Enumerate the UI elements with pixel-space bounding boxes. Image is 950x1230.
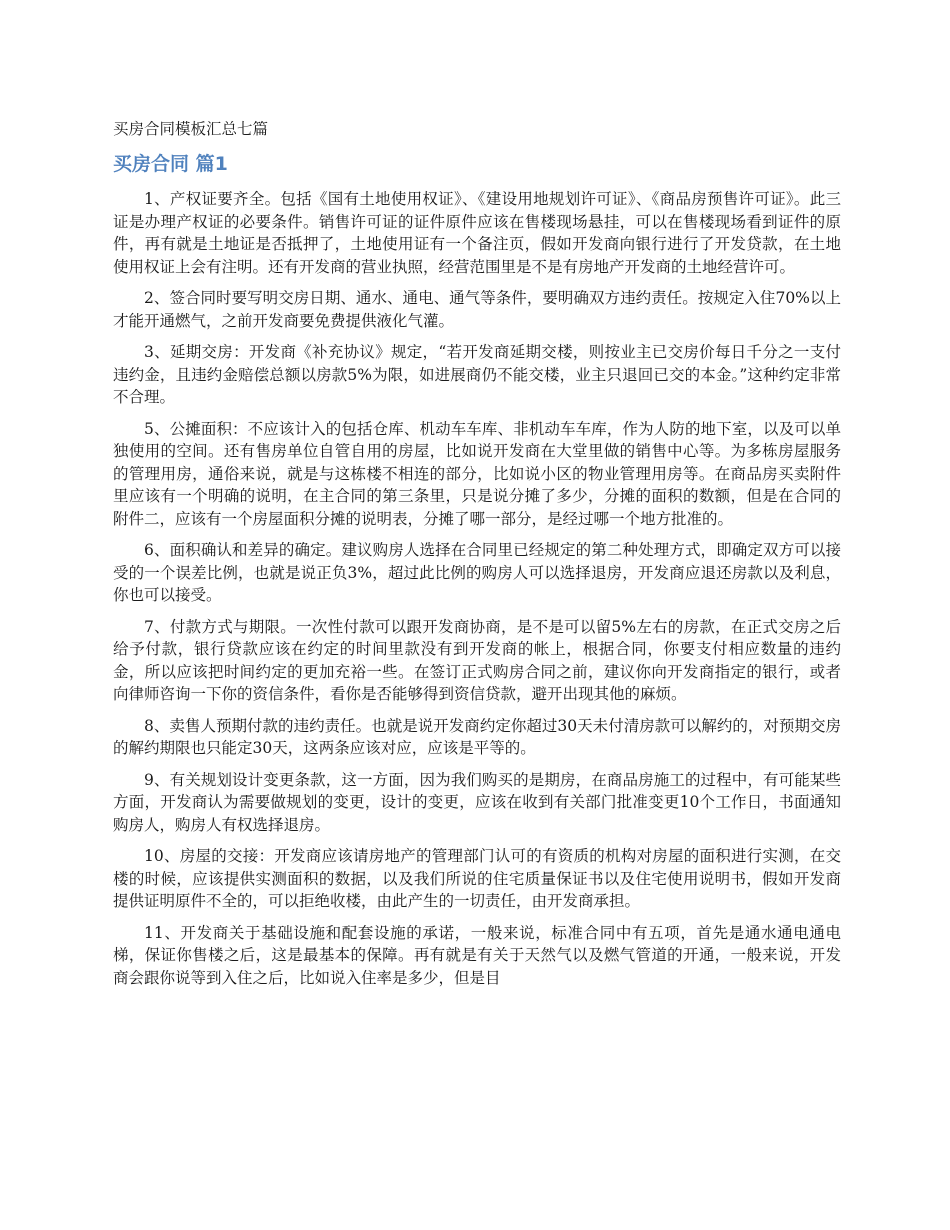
- paragraph-6: 6、面积确认和差异的确定。建议购房人选择在合同里已经规定的第二种处理方式，即确定双方可以接受的一个误差比例，也就是说正负3%，超过此比例的购房人可以选择退房，开发商应退还房款以及利息，你也可以接受。: [113, 541, 841, 604]
- paragraph-5: 5、公摊面积：不应该计入的包括仓库、机动车车库、非机动车车库，作为人防的地下室，以及可以单独使用的空间。还有售房单位自管自用的房屋，比如说开发商在大堂里做的销售中心等。为多栋房屋服务的管理用房，通俗来说，就是与这栋楼不相连的部分，比如说小区的物业管理用房等。在商品房买卖附件里应该有一个明确的说明，在主合同的第三条里，只是说分摊了多少，分摊的面积的数额，但是在合同的附件二，应该有一个房屋面积分摊的说明表，分摊了哪一部分，是经过哪一个地方批准的。: [113, 419, 841, 528]
- section-heading: 买房合同 篇1: [113, 153, 228, 175]
- paragraph-8: 8、卖售人预期付款的违约责任。也就是说开发商约定你超过30天未付清房款可以解约的，对预期交房的解约期限也只能定30天，这两条应该对应，应该是平等的。: [113, 716, 841, 757]
- paragraph-2: 2、签合同时要写明交房日期、通水、通电、通气等条件，要明确双方违约责任。按规定入住70%以上才能开通燃气，之前开发商要免费提供液化气灌。: [113, 289, 841, 330]
- document-body: [113, 188, 841, 989]
- paragraph-1: 1、产权证要齐全。包括《国有土地使用权证》、《建设用地规划许可证》、《商品房预售许可证》。此三证是办理产权证的必要条件。销售许可证的证件原件应该在售楼现场悬挂，可以在售楼现场看到证件的原件，再有就是土地证是否抵押了，土地使用证有一个备注页，假如开发商向银行进行了开发贷款，在土地使用权证上会有注明。还有开发商的营业执照，经营范围里是不是有房地产开发商的土地经营许可。: [113, 190, 841, 276]
- document-page: [113, 118, 841, 998]
- paragraph-9: 9、有关规划设计变更条款，这一方面，因为我们购买的是期房，在商品房施工的过程中，有可能某些方面，开发商认为需要做规划的变更，设计的变更，应该在收到有关部门批准变更10个工作日，书面通知购房人，购房人有权选择退房。: [113, 770, 841, 834]
- paragraph-7: 7、付款方式与期限。一次性付款可以跟开发商协商，是不是可以留5%左右的房款，在正式交房之后给予付款，银行贷款应该在约定的时间里款没有到开发商的帐上，根据合同，你要支付相应数量的违约金，所以应该把时间约定的更加充裕一些。在签订正式购房合同之前，建议你向开发商指定的银行，或者向律师咨询一下你的资信条件，看你是否能够得到资信贷款，避开出现其他的麻烦。: [113, 617, 841, 703]
- paragraph-3: 3、延期交房：开发商《补充协议》规定，“若开发商延期交楼，则按业主已交房价每日千分之一支付违约金，且违约金赔偿总额以房款5%为限，如进展商仍不能交楼，业主只退回已交的本金。”这种约定非常不合理。: [113, 343, 841, 406]
- paragraph-11: 11、开发商关于基础设施和配套设施的承诺，一般来说，标准合同中有五项，首先是通水通电通电梯，保证你售楼之后，这是最基本的保障。再有就是有关于天然气以及燃气管道的开通，一般来说，开发商会跟你说等到入住之后，比如说入住率是多少，但是目: [113, 923, 841, 987]
- paragraph-10: 10、房屋的交接：开发商应该请房地产的管理部门认可的有资质的机构对房屋的面积进行实测，在交楼的时候，应该提供实测面积的数据，以及我们所说的住宅质量保证书以及住宅使用说明书，假如开发商提供证明原件不全的，可以拒绝收楼，由此产生的一切责任，由开发商承担。: [113, 847, 841, 910]
- document-title: 买房合同模板汇总七篇: [113, 120, 269, 138]
